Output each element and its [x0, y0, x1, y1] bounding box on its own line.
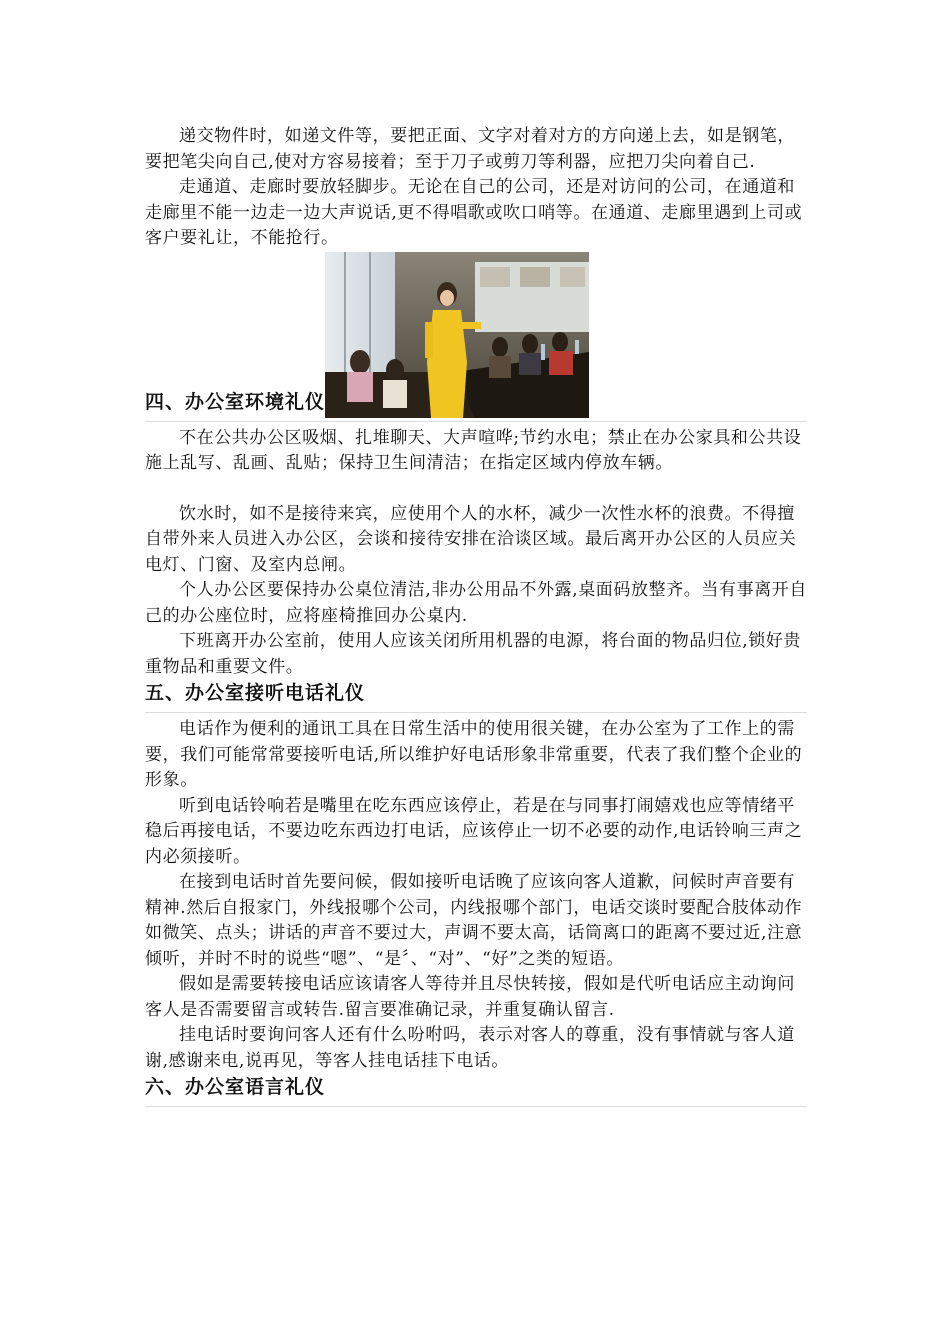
section4-heading-row [145, 252, 807, 418]
paragraph-phone-4: 假如是需要转接电话应该请客人等待并且尽快转接，假如是代听电话应主动询问客人是否需要留言或转告.留言要准确记录，并重复确认留言. [145, 974, 795, 1020]
document-page [145, 124, 807, 1111]
paragraph-phone-2: 听到电话铃响若是嘴里在吃东西应该停止，若是在与同事打闹嬉戏也应等情绪平稳后再接电话，不要边吃东西边打电话，应该停止一切不必要的动作,电话铃响三声之内必须接听。 [145, 795, 803, 867]
section6-heading: 六、办公室语言礼仪 [145, 1076, 326, 1098]
paragraph-corridor: 走通道、走廊时要放轻脚步。无论在自己的公司，还是对访问的公司，在通道和走廊里不能一边走一边大声说话,更不得唱歌或吹口哨等。在通道、走廊里遇到上司或客户要礼让，不能抢行。 [145, 177, 803, 248]
paragraph-handing-items: 递交物件时，如递文件等，要把正面、文字对着对方的方向递上去，如是钢笔，要把笔尖向自己,使对方容易接着；至于刀子或剪刀等利器，应把刀尖向着自己. [145, 126, 795, 172]
paragraph-phone-5: 挂电话时要询问客人还有什么吩咐吗，表示对客人的尊重，没有事情就与客人道谢,感谢来电,说再见，等客人挂电话挂下电话。 [145, 1025, 795, 1071]
section6-divider [145, 1106, 807, 1107]
section4-divider [145, 421, 807, 422]
section4-heading: 四、办公室环境礼仪 [145, 390, 326, 413]
paragraph-env-2: 饮水时，如不是接待来宾，应使用个人的水杯，减少一次性水杯的浪费。不得擅自带外来人员进入办公区，会谈和接待安排在洽谈区域。最后离开办公区的人员应关电灯、门窗、及室内总闸。 [145, 503, 797, 575]
paragraph-env-3: 个人办公区要保持办公桌位清洁,非办公用品不外露,桌面码放整齐。当有事离开自己的办公座位时，应将座椅推回办公桌内. [145, 580, 808, 626]
paragraph-env-1: 不在公共办公区吸烟、扎堆聊天、大声喧哗;节约水电；禁止在办公家具和公共设施上乱写、乱画、乱贴；保持卫生间清洁；在指定区域内停放车辆。 [145, 427, 802, 473]
section5-heading: 五、办公室接听电话礼仪 [145, 682, 366, 704]
section5-divider [145, 712, 807, 713]
office-meeting-illustration [325, 252, 589, 418]
paragraph-phone-3: 在接到电话时首先要问候，假如接听电话晚了应该向客人道歉，问候时声音要有精神.然后自报家门，外线报哪个公司，内线报哪个部门，电话交谈时要配合肢体动作如微笑、点头；讲话的声音不要过大，声调不要太高，话筒离口的距离不要过近,注意倾听，并时不时的说些“嗯”、“是〞、“对”、“好”之类的短语。 [145, 872, 803, 969]
office-meeting-photo [325, 252, 589, 418]
paragraph-env-4: 下班离开办公室前，使用人应该关闭所用机器的电源，将台面的物品归位,锁好贵重物品和重要文件。 [145, 631, 802, 677]
paragraph-phone-1: 电话作为便利的通讯工具在日常生活中的使用很关键，在办公室为了工作上的需要，我们可能常常要接听电话,所以维护好电话形象非常重要，代表了我们整个企业的形象。 [145, 719, 803, 790]
